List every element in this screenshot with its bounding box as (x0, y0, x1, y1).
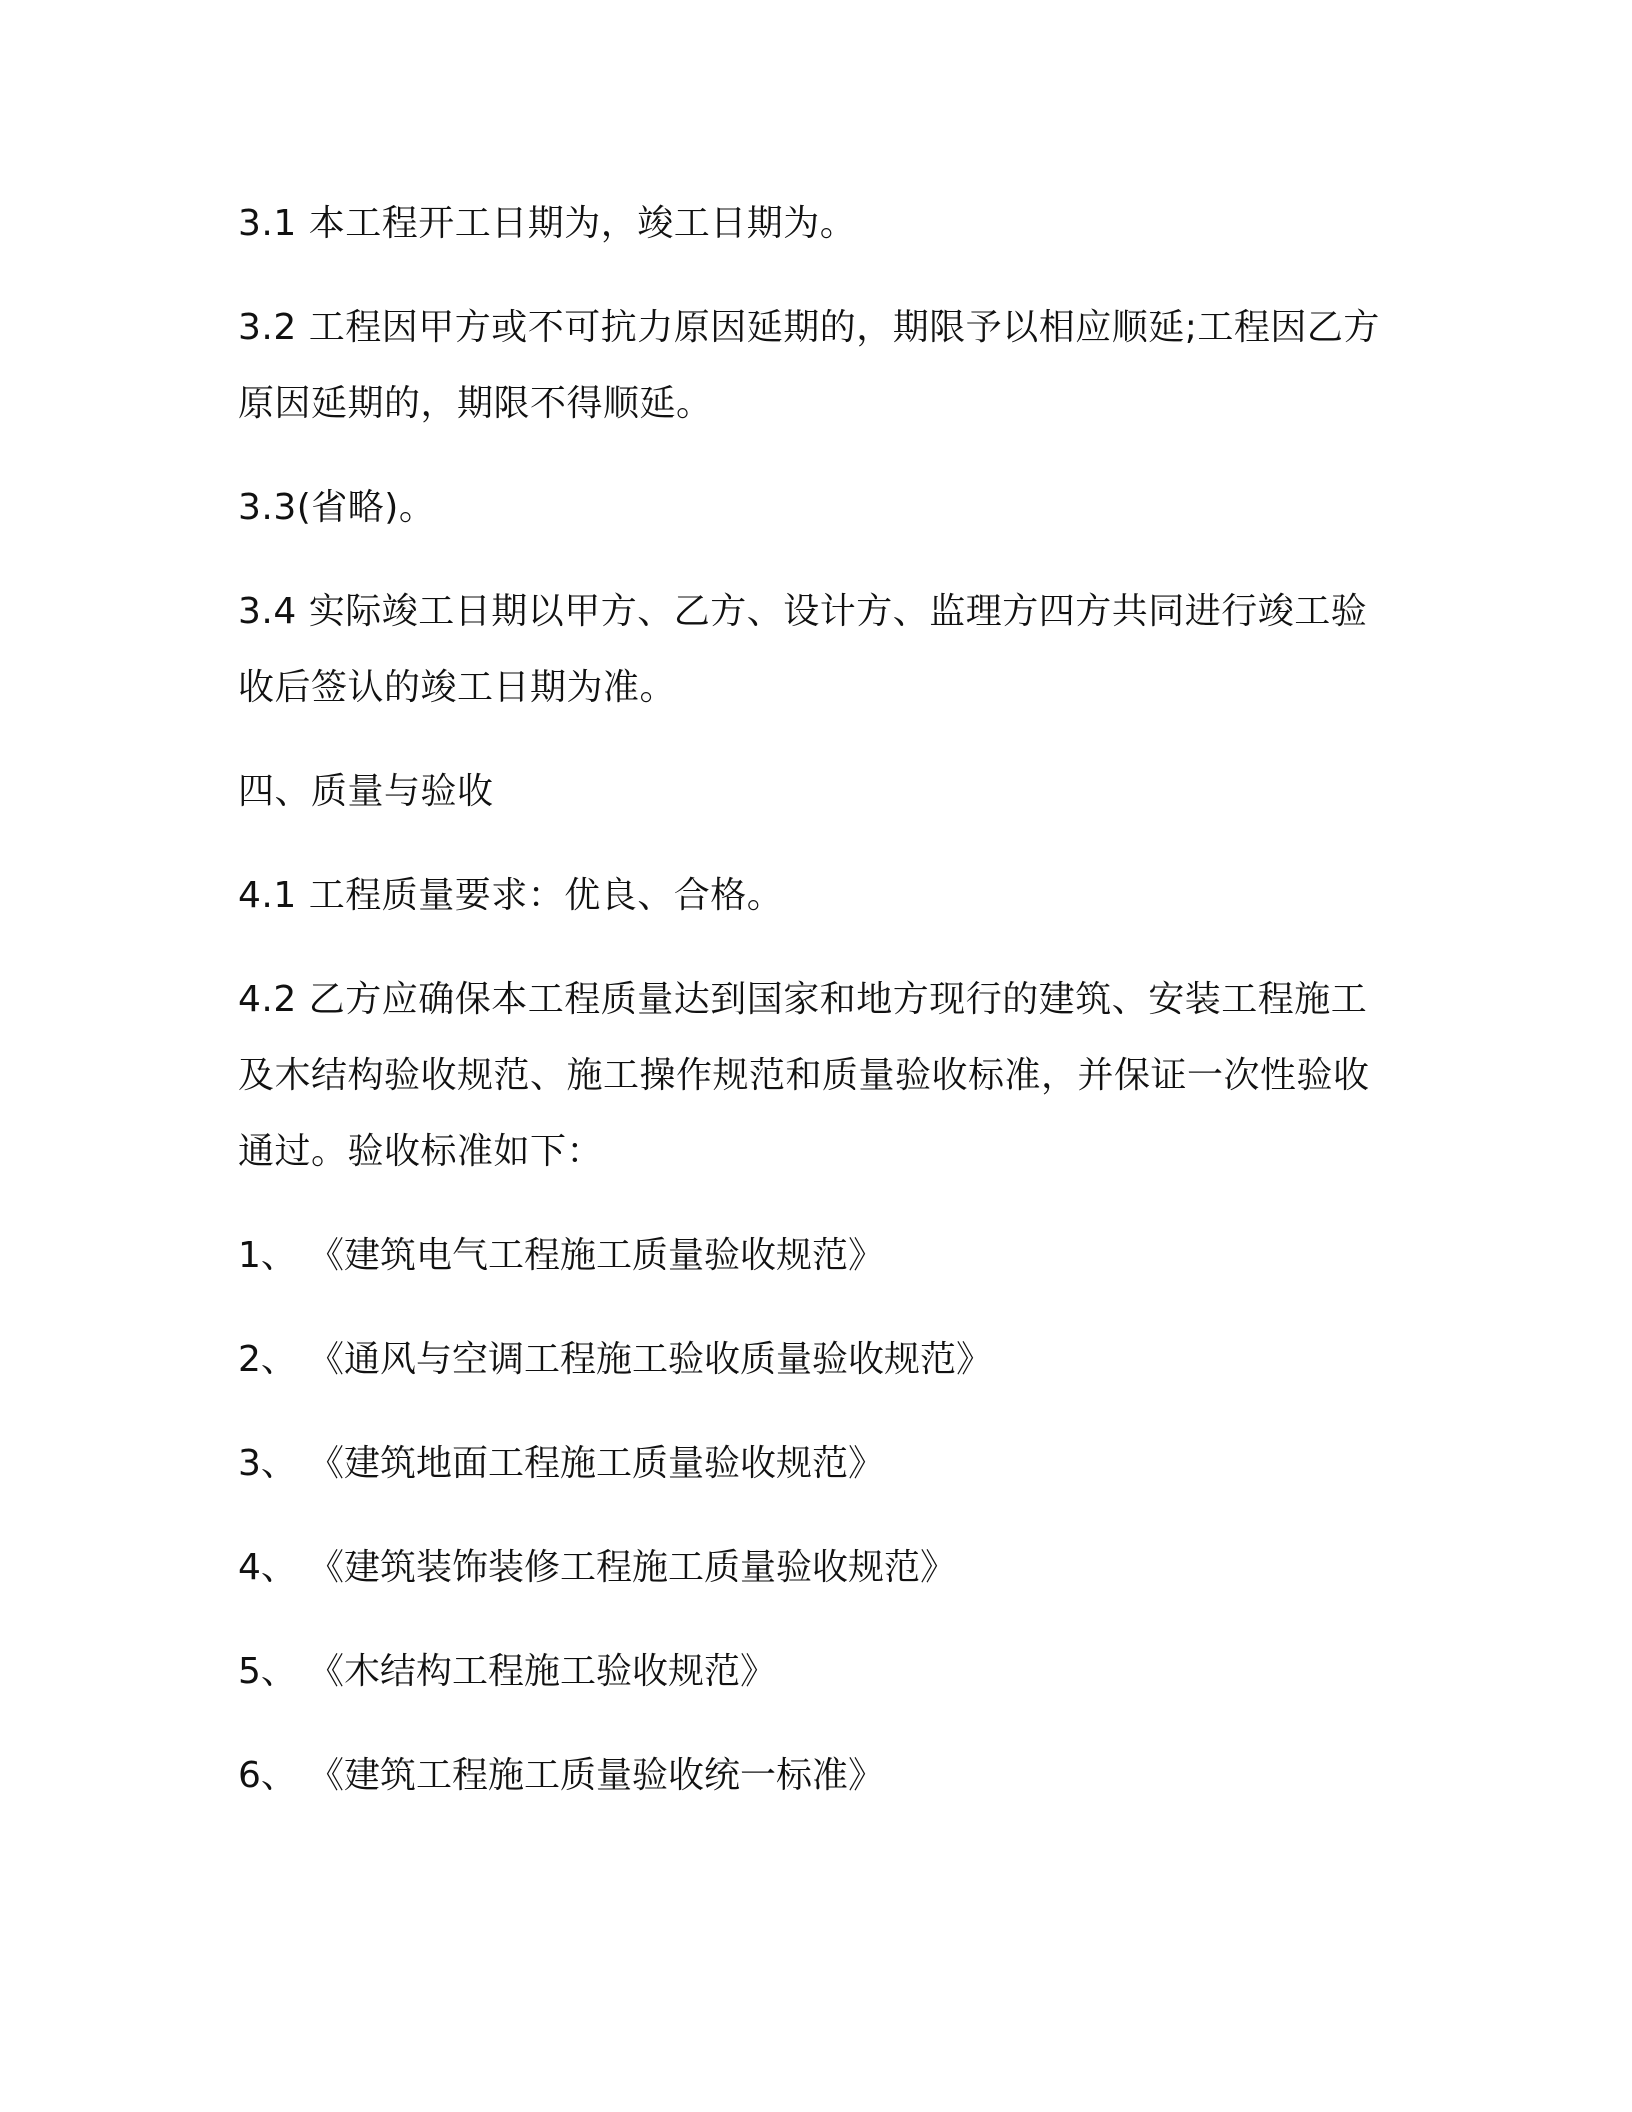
standard-title: 《建筑工程施工质量验收统一标准》 (308, 1755, 885, 1796)
standard-item (238, 1530, 1388, 1606)
clause-3-4: 3.4 实际竣工日期以甲方、乙方、设计方、监理方四方共同进行竣工验收后签认的竣工日期为准。 (238, 591, 1368, 708)
clause-4-2: 4.2 乙方应确保本工程质量达到国家和地方现行的建筑、安装工程施工及木结构验收规范、施工操作规范和质量验收标准，并保证一次性验收通过。验收标准如下： (238, 979, 1370, 1172)
standard-item (238, 1218, 1388, 1294)
standard-item (238, 1426, 1388, 1502)
section-heading-quality: 四、质量与验收 (238, 771, 494, 812)
standard-number: 5、 (238, 1651, 297, 1692)
standard-number: 3、 (238, 1443, 297, 1484)
clause-3-2: 3.2 工程因甲方或不可抗力原因延期的，期限予以相应顺延;工程因乙方原因延期的，期限不得顺延。 (238, 307, 1380, 424)
standard-item (238, 1634, 1388, 1710)
standard-number: 2、 (238, 1339, 297, 1380)
standard-item (238, 1738, 1388, 1814)
clause-4-1: 4.1 工程质量要求：优良、合格。 (238, 875, 784, 916)
standard-title: 《建筑装饰装修工程施工质量验收规范》 (308, 1547, 957, 1588)
document-page (238, 186, 1388, 1842)
standard-title: 《建筑地面工程施工质量验收规范》 (308, 1443, 885, 1484)
standard-number: 4、 (238, 1547, 297, 1588)
standard-number: 6、 (238, 1755, 297, 1796)
standard-number: 1、 (238, 1235, 297, 1276)
standard-title: 《通风与空调工程施工验收质量验收规范》 (308, 1339, 993, 1380)
clause-3-1: 3.1 本工程开工日期为，竣工日期为。 (238, 203, 857, 244)
standard-item (238, 1322, 1388, 1398)
clause-3-3: 3.3(省略)。 (238, 487, 436, 528)
standard-title: 《建筑电气工程施工质量验收规范》 (308, 1235, 885, 1276)
standard-title: 《木结构工程施工验收规范》 (308, 1651, 777, 1692)
